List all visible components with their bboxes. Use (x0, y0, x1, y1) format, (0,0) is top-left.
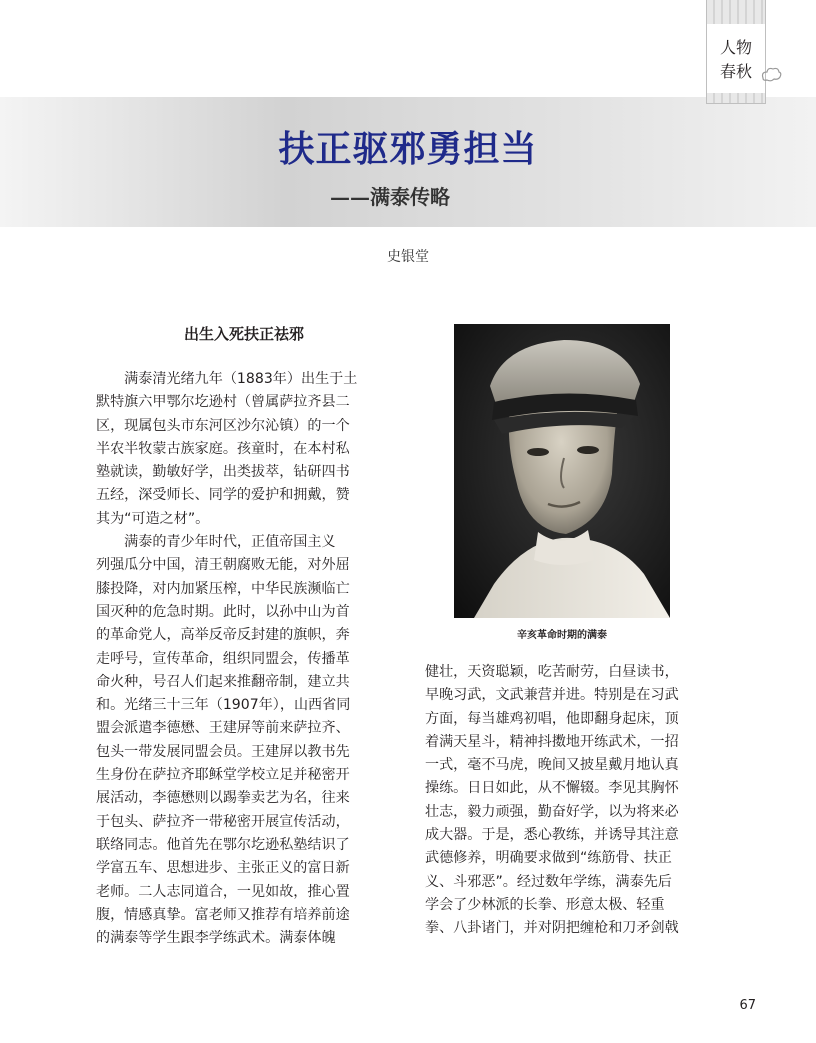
page-number: 67 (739, 998, 756, 1013)
section-heading: 出生入死扶正祛邪 (183, 325, 304, 343)
text-line: 联络同志。他首先在鄂尔圪逊私塾结识了 (96, 836, 350, 853)
text-line: 老师。二人志同道合，一见如故，推心置 (96, 883, 350, 900)
text-line: 其为“可造之材”。 (96, 510, 210, 527)
text-line: 腹，情感真挚。富老师又推荐有培养前途 (96, 906, 350, 923)
right-text-column (425, 661, 725, 941)
cloud-ornament-icon (760, 64, 782, 84)
text-line: 义、斗邪恶”。经过数年学练，满泰先后 (425, 873, 672, 890)
text-line: 满泰清光绪九年（1883年）出生于土 (96, 371, 358, 387)
text-line: 健壮，天资聪颖，吃苦耐劳，白昼读书， (425, 664, 679, 680)
text-line: 塾就读，勤敏好学，出类拔萃，钻研四书 (96, 464, 350, 481)
text-line: 的满泰等学生跟李学练武术。满泰体魄 (96, 930, 336, 947)
article-title: 扶正驱邪勇担当 (278, 129, 538, 170)
text-line: 包头一带发展同盟会员。王建屏以教书先 (96, 743, 350, 760)
badge-ornament-bottom (707, 93, 765, 103)
text-line: 列强瓜分中国，清王朝腐败无能，对外屈 (96, 557, 350, 574)
text-line: 国灭种的危急时期。此时，以孙中山为首 (96, 603, 350, 620)
text-line: 区，现属包头市东河区沙尔沁镇）的一个 (96, 417, 350, 434)
text-line: 满泰的青少年时代，正值帝国主义 (96, 534, 336, 551)
column-badge (706, 0, 766, 104)
column-badge-line-1: 人物 (719, 38, 752, 57)
text-line: 一式，毫不马虎，晚间又披星戴月地认真 (425, 757, 679, 774)
text-line: 和。光绪三十三年（1907年），山西省同 (96, 697, 351, 714)
text-line: 默特旗六甲鄂尔圪逊村（曾属萨拉齐县二 (96, 394, 350, 411)
text-line: 五经，深受师长、同学的爱护和拥戴，赞 (96, 487, 350, 504)
text-line: 操练。日日如此，从不懈辍。李见其胸怀 (425, 780, 679, 797)
text-line: 学富五车、思想进步、主张正义的富日新 (96, 860, 350, 877)
photo-caption: 辛亥革命时期的满泰 (517, 630, 607, 641)
text-line: 膝投降，对内加紧压榨，中华民族濒临亡 (96, 580, 350, 597)
text-line: 成大器。于是，悉心教练，并诱导其注意 (425, 827, 679, 844)
text-line: 武德修养，明确要求做到“练筋骨、扶正 (425, 850, 672, 867)
left-text-column (96, 368, 396, 950)
text-line: 着满天星斗，精神抖擞地开练武术，一招 (425, 733, 679, 750)
text-line: 拳、八卦诸门，并对阴把缠枪和刀矛剑戟 (425, 920, 679, 937)
article-subtitle: ——满泰传略 (330, 185, 450, 209)
author-name: 史银堂 (387, 249, 429, 265)
text-line: 方面，每当雄鸡初唱，他即翻身起床，顶 (425, 710, 679, 727)
portrait-photo (454, 324, 670, 618)
text-line: 盟会派遣李德懋、王建屏等前来萨拉齐、 (96, 720, 350, 737)
text-line: 学会了少林派的长拳、形意太极、轻重 (425, 896, 665, 913)
badge-ornament-top (707, 0, 765, 24)
text-line: 于包头、萨拉齐一带秘密开展宣传活动， (96, 813, 350, 830)
column-badge-line-2: 春秋 (719, 62, 752, 81)
text-line: 展活动，李德懋则以踢拳卖艺为名，往来 (96, 790, 350, 807)
text-line: 生身份在萨拉齐耶稣堂学校立足并秘密开 (96, 767, 350, 784)
portrait-image (454, 324, 670, 618)
text-line: 壮志，毅力顽强，勤奋好学，以为将来必 (425, 803, 679, 820)
text-line: 半农半牧蒙古族家庭。孩童时，在本村私 (96, 440, 350, 457)
column-badge-text (707, 36, 765, 84)
text-line: 的革命党人，高举反帝反封建的旗帜，奔 (96, 627, 350, 644)
text-line: 命火种，号召人们起来推翻帝制，建立共 (96, 673, 350, 690)
text-line: 早晚习武，文武兼营并进。特别是在习武 (425, 687, 679, 704)
text-line: 走呼号，宣传革命，组织同盟会，传播革 (96, 650, 350, 667)
